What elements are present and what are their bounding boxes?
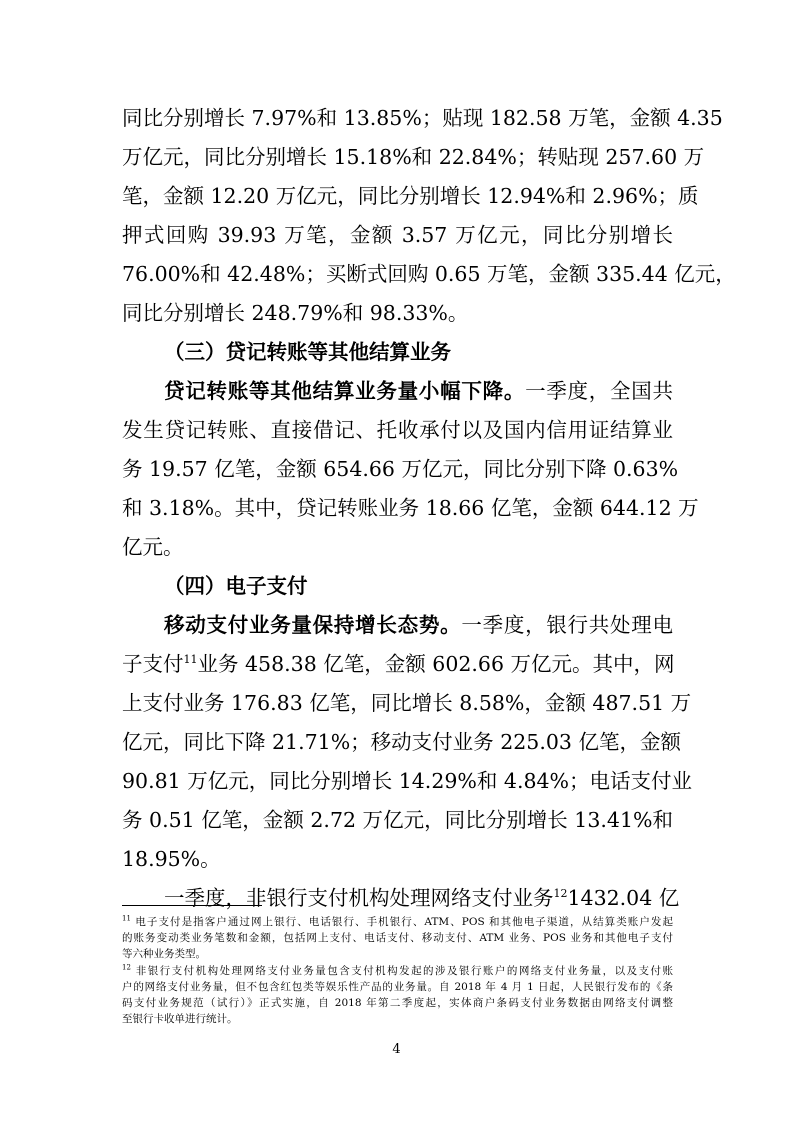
footnote-line: 的账务变动类业务笔数和金额，包括网上支付、电话支付、移动支付、ATM 业务、POS 业务和其他电子支付 [122, 932, 673, 944]
body-line: 亿元，同比下降 21.71%；移动支付业务 225.03 亿笔，金额 [122, 730, 681, 754]
body-line: 万亿元，同比分别增长 15.18%和 22.84%；转贴现 257.60 万 [122, 145, 705, 169]
body-text: 一季度，银行共处理电 [461, 613, 674, 637]
body-line [122, 650, 673, 678]
footnote-line: 户的网络支付业务量，但不包含红包类等娱乐性产品的业务量。自 2018 年 4 月 1 日起，人民银行发布的《条 [122, 981, 673, 993]
body-text: 1432.04 亿 [567, 886, 680, 910]
body-line: 同比分别增长 7.97%和 13.85%；贴现 182.58 万笔，金额 4.35 [122, 106, 723, 130]
body-line: 90.81 万亿元，同比分别增长 14.29%和 4.84%；电话支付业 [122, 769, 693, 793]
page-number: 4 [392, 1042, 401, 1057]
body-line [164, 611, 673, 639]
body-line: 亿元。 [122, 535, 184, 559]
body-line: 和 3.18%。其中，贷记转账业务 18.66 亿笔，金额 644.12 万 [122, 496, 699, 520]
body-line [164, 377, 673, 405]
body-line: 务 0.51 亿笔，金额 2.72 万亿元，同比分别增长 13.41%和 [122, 808, 673, 832]
footnote-line: 等六种业务类型。 [122, 948, 206, 960]
section-heading-4: （四）电子支付 [164, 574, 308, 598]
body-line: 务 19.57 亿笔，金额 654.66 万亿元，同比分别下降 0.63% [122, 457, 679, 481]
footnote-ref-11[interactable]: 11 [183, 653, 198, 667]
footnote-number: 11 [122, 914, 131, 923]
footnote-number: 12 [122, 963, 131, 972]
footnote-divider [122, 905, 262, 906]
body-line: 18.95%。 [122, 847, 221, 871]
footnote-text: 非银行支付机构处理网络支付业务量包含支付机构发起的涉及银行账户的网络支付业务量，以及支付账 [135, 965, 673, 977]
section-heading-3: （三）贷记转账等其他结算业务 [164, 340, 451, 364]
body-line: 76.00%和 42.48%；买断式回购 0.65 万笔，金额 335.44 亿元， [122, 262, 736, 286]
footnote-11 [122, 915, 673, 931]
body-text: 子支付 [122, 652, 184, 676]
footnote-ref-12[interactable]: 12 [553, 887, 568, 901]
lead-sentence: 移动支付业务量保持增长态势。 [164, 613, 462, 637]
body-line: 押式回购 39.93 万笔，金额 3.57 万亿元，同比分别增长 [122, 223, 673, 247]
body-text: 一季度，非银行支付机构处理网络支付业务 [164, 886, 554, 910]
footnote-text: 电子支付是指客户通过网上银行、电话银行、手机银行、ATM、POS 和其他电子渠道，从结算类账户发起 [135, 916, 673, 928]
body-line [164, 884, 680, 912]
body-text: 业务 458.38 亿笔，金额 602.66 万亿元。其中，网 [197, 652, 675, 676]
footnote-line: 码支付业务规范（试行）》正式实施，自 2018 年第二季度起，实体商户条码支付业务数据由网络支付调整 [122, 997, 673, 1009]
body-line: 同比分别增长 248.79%和 98.33%。 [122, 301, 469, 325]
body-line: 发生贷记转账、直接借记、托收承付以及国内信用证结算业 [122, 418, 673, 442]
lead-sentence: 贷记转账等其他结算业务量小幅下降。 [164, 379, 526, 403]
footnote-line: 至银行卡收单进行统计。 [122, 1013, 238, 1025]
body-line: 笔，金额 12.20 万亿元，同比分别增长 12.94%和 2.96%；质 [122, 184, 699, 208]
footnote-12 [122, 964, 673, 980]
body-line: 上支付业务 176.83 亿笔，同比增长 8.58%，金额 487.51 万 [122, 691, 692, 715]
body-text: 一季度，全国共 [525, 379, 674, 403]
